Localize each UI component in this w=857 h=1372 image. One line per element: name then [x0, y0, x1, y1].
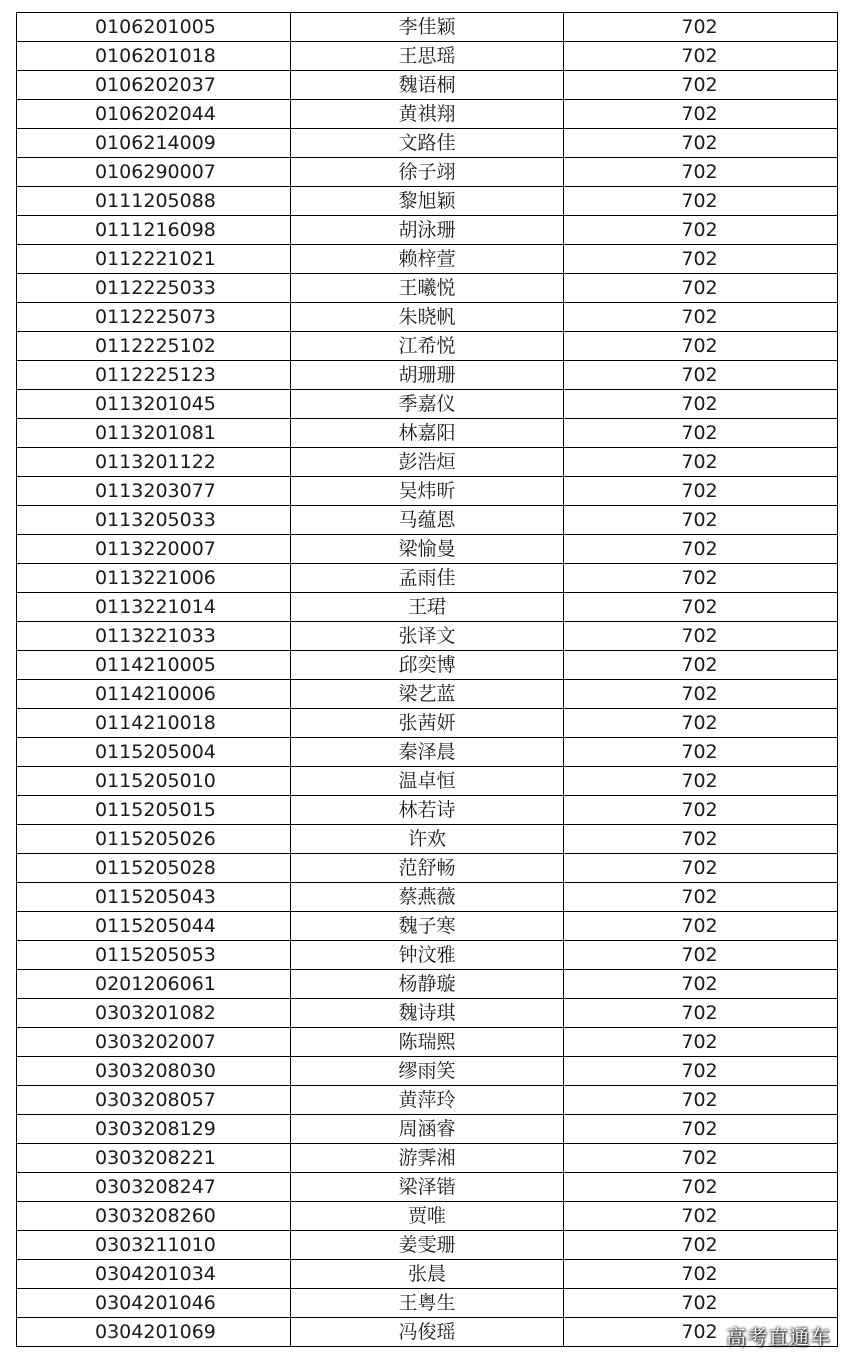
exam-id-cell: 0113221006: [17, 564, 291, 593]
score-cell: 702: [564, 854, 838, 883]
table-row: [17, 1260, 838, 1289]
table-row: [17, 738, 838, 767]
student-name-cell: 朱晓帆: [291, 303, 564, 332]
exam-id-cell: 0303202007: [17, 1028, 291, 1057]
score-cell: 702: [564, 1202, 838, 1231]
student-name-cell: 林嘉阳: [291, 419, 564, 448]
student-name-cell: 江希悦: [291, 332, 564, 361]
exam-id-cell: 0106202037: [17, 71, 291, 100]
score-cell: 702: [564, 216, 838, 245]
table-row: [17, 709, 838, 738]
score-cell: 702: [564, 1115, 838, 1144]
score-cell: 702: [564, 999, 838, 1028]
student-name-cell: 范舒畅: [291, 854, 564, 883]
student-name-cell: 黄祺翔: [291, 100, 564, 129]
exam-id-cell: 0303208260: [17, 1202, 291, 1231]
table-row: [17, 564, 838, 593]
score-cell: 702: [564, 1086, 838, 1115]
table-row: [17, 1231, 838, 1260]
exam-id-cell: 0106214009: [17, 129, 291, 158]
table-row: [17, 419, 838, 448]
score-cell: 702: [564, 941, 838, 970]
score-cell: 702: [564, 1173, 838, 1202]
student-name-cell: 张晨: [291, 1260, 564, 1289]
student-name-cell: 秦泽晨: [291, 738, 564, 767]
score-cell: 702: [564, 332, 838, 361]
exam-id-cell: 0106202044: [17, 100, 291, 129]
table-row: [17, 71, 838, 100]
student-name-cell: 马蕴恩: [291, 506, 564, 535]
table-row: [17, 999, 838, 1028]
exam-id-cell: 0303208030: [17, 1057, 291, 1086]
table-row: [17, 883, 838, 912]
score-cell: 702: [564, 970, 838, 999]
table-row: [17, 390, 838, 419]
watermark-text: 高考直通车: [726, 1325, 831, 1349]
score-cell: 702: [564, 825, 838, 854]
score-cell: 702: [564, 622, 838, 651]
exam-id-cell: 0106201018: [17, 42, 291, 71]
table-row: [17, 42, 838, 71]
student-name-cell: 许欢: [291, 825, 564, 854]
score-table: [16, 12, 838, 1347]
student-name-cell: 钟汶雅: [291, 941, 564, 970]
table-row: [17, 1289, 838, 1318]
score-cell: 702: [564, 1289, 838, 1318]
exam-id-cell: 0106201005: [17, 13, 291, 42]
exam-id-cell: 0115205004: [17, 738, 291, 767]
table-row: [17, 1115, 838, 1144]
student-name-cell: 周涵睿: [291, 1115, 564, 1144]
score-cell: 702: [564, 593, 838, 622]
table-row: [17, 100, 838, 129]
exam-id-cell: 0113201045: [17, 390, 291, 419]
table-row: [17, 158, 838, 187]
student-name-cell: 梁艺蓝: [291, 680, 564, 709]
score-cell: 702: [564, 912, 838, 941]
table-row: [17, 216, 838, 245]
score-cell: 702: [564, 680, 838, 709]
exam-id-cell: 0112225033: [17, 274, 291, 303]
table-body: [17, 13, 838, 1347]
student-name-cell: 张译文: [291, 622, 564, 651]
exam-id-cell: 0303208247: [17, 1173, 291, 1202]
student-name-cell: 季嘉仪: [291, 390, 564, 419]
table-row: [17, 1173, 838, 1202]
exam-id-cell: 0112225073: [17, 303, 291, 332]
exam-id-cell: 0111205088: [17, 187, 291, 216]
student-name-cell: 邱奕博: [291, 651, 564, 680]
student-name-cell: 游霁湘: [291, 1144, 564, 1173]
score-cell: 702: [564, 535, 838, 564]
student-name-cell: 缪雨笑: [291, 1057, 564, 1086]
score-cell: 702: [564, 303, 838, 332]
student-name-cell: 王思瑶: [291, 42, 564, 71]
exam-id-cell: 0304201034: [17, 1260, 291, 1289]
score-cell: 702: [564, 651, 838, 680]
student-name-cell: 蔡燕薇: [291, 883, 564, 912]
score-cell: 702: [564, 767, 838, 796]
table-row: [17, 129, 838, 158]
exam-id-cell: 0113221033: [17, 622, 291, 651]
score-cell: 702: [564, 709, 838, 738]
exam-id-cell: 0303208221: [17, 1144, 291, 1173]
table-row: [17, 245, 838, 274]
exam-id-cell: 0115205043: [17, 883, 291, 912]
exam-id-cell: 0114210005: [17, 651, 291, 680]
student-name-cell: 彭浩烜: [291, 448, 564, 477]
student-name-cell: 杨静璇: [291, 970, 564, 999]
score-cell: 702: [564, 187, 838, 216]
student-name-cell: 魏语桐: [291, 71, 564, 100]
exam-id-cell: 0303208057: [17, 1086, 291, 1115]
exam-id-cell: 0115205044: [17, 912, 291, 941]
exam-id-cell: 0113221014: [17, 593, 291, 622]
exam-id-cell: 0115205010: [17, 767, 291, 796]
student-name-cell: 魏子寒: [291, 912, 564, 941]
exam-id-cell: 0106290007: [17, 158, 291, 187]
table-row: [17, 854, 838, 883]
exam-id-cell: 0303208129: [17, 1115, 291, 1144]
table-row: [17, 796, 838, 825]
table-row: [17, 361, 838, 390]
table-row: [17, 1057, 838, 1086]
table-row: [17, 274, 838, 303]
table-row: [17, 912, 838, 941]
table-row: [17, 825, 838, 854]
table-row: [17, 1144, 838, 1173]
table-row: [17, 1086, 838, 1115]
score-cell: 702: [564, 390, 838, 419]
exam-id-cell: 0112225102: [17, 332, 291, 361]
exam-id-cell: 0304201069: [17, 1318, 291, 1347]
score-cell: 702: [564, 158, 838, 187]
table-row: [17, 970, 838, 999]
student-name-cell: 王珺: [291, 593, 564, 622]
exam-id-cell: 0115205026: [17, 825, 291, 854]
exam-id-cell: 0113201122: [17, 448, 291, 477]
score-cell: 702: [564, 1318, 838, 1347]
score-cell: 702: [564, 448, 838, 477]
table-row: [17, 332, 838, 361]
table-row: [17, 1318, 838, 1347]
student-name-cell: 黄萍玲: [291, 1086, 564, 1115]
table-row: [17, 941, 838, 970]
student-name-cell: 张茜妍: [291, 709, 564, 738]
score-cell: 702: [564, 1260, 838, 1289]
student-name-cell: 黎旭颖: [291, 187, 564, 216]
student-name-cell: 冯俊瑶: [291, 1318, 564, 1347]
score-cell: 702: [564, 1057, 838, 1086]
exam-id-cell: 0201206061: [17, 970, 291, 999]
student-name-cell: 徐子翊: [291, 158, 564, 187]
score-cell: 702: [564, 71, 838, 100]
table-row: [17, 593, 838, 622]
exam-id-cell: 0112225123: [17, 361, 291, 390]
student-name-cell: 梁泽锴: [291, 1173, 564, 1202]
score-cell: 702: [564, 1144, 838, 1173]
exam-id-cell: 0115205053: [17, 941, 291, 970]
table-row: [17, 303, 838, 332]
student-name-cell: 胡泳珊: [291, 216, 564, 245]
student-name-cell: 王曦悦: [291, 274, 564, 303]
exam-id-cell: 0112221021: [17, 245, 291, 274]
exam-id-cell: 0113205033: [17, 506, 291, 535]
exam-id-cell: 0111216098: [17, 216, 291, 245]
student-name-cell: 赖梓萱: [291, 245, 564, 274]
score-cell: 702: [564, 796, 838, 825]
score-cell: 702: [564, 13, 838, 42]
score-cell: 702: [564, 100, 838, 129]
score-cell: 702: [564, 245, 838, 274]
exam-id-cell: 0303211010: [17, 1231, 291, 1260]
score-cell: 702: [564, 1231, 838, 1260]
table-row: [17, 622, 838, 651]
score-cell: 702: [564, 738, 838, 767]
score-cell: 702: [564, 129, 838, 158]
score-cell: 702: [564, 477, 838, 506]
score-cell: 702: [564, 883, 838, 912]
table-row: [17, 477, 838, 506]
table-row: [17, 506, 838, 535]
student-name-cell: 林若诗: [291, 796, 564, 825]
exam-id-cell: 0303201082: [17, 999, 291, 1028]
table-row: [17, 1202, 838, 1231]
table-row: [17, 680, 838, 709]
score-cell: 702: [564, 42, 838, 71]
score-cell: 702: [564, 419, 838, 448]
table-row: [17, 651, 838, 680]
student-name-cell: 胡珊珊: [291, 361, 564, 390]
student-name-cell: 李佳颖: [291, 13, 564, 42]
exam-id-cell: 0114210006: [17, 680, 291, 709]
table-row: [17, 1028, 838, 1057]
student-name-cell: 王粤生: [291, 1289, 564, 1318]
student-name-cell: 魏诗琪: [291, 999, 564, 1028]
table-row: [17, 767, 838, 796]
table-row: [17, 535, 838, 564]
exam-id-cell: 0304201046: [17, 1289, 291, 1318]
score-cell: 702: [564, 506, 838, 535]
student-name-cell: 孟雨佳: [291, 564, 564, 593]
score-cell: 702: [564, 1028, 838, 1057]
student-name-cell: 贾唯: [291, 1202, 564, 1231]
score-cell: 702: [564, 361, 838, 390]
table-row: [17, 13, 838, 42]
table-row: [17, 448, 838, 477]
student-name-cell: 文路佳: [291, 129, 564, 158]
table-row: [17, 187, 838, 216]
student-name-cell: 吴炜昕: [291, 477, 564, 506]
exam-id-cell: 0113220007: [17, 535, 291, 564]
student-name-cell: 温卓恒: [291, 767, 564, 796]
exam-id-cell: 0113203077: [17, 477, 291, 506]
exam-id-cell: 0114210018: [17, 709, 291, 738]
student-name-cell: 梁愉曼: [291, 535, 564, 564]
score-cell: 702: [564, 274, 838, 303]
exam-id-cell: 0113201081: [17, 419, 291, 448]
exam-id-cell: 0115205028: [17, 854, 291, 883]
exam-id-cell: 0115205015: [17, 796, 291, 825]
score-cell: 702: [564, 564, 838, 593]
student-name-cell: 陈瑞熙: [291, 1028, 564, 1057]
student-name-cell: 姜雯珊: [291, 1231, 564, 1260]
